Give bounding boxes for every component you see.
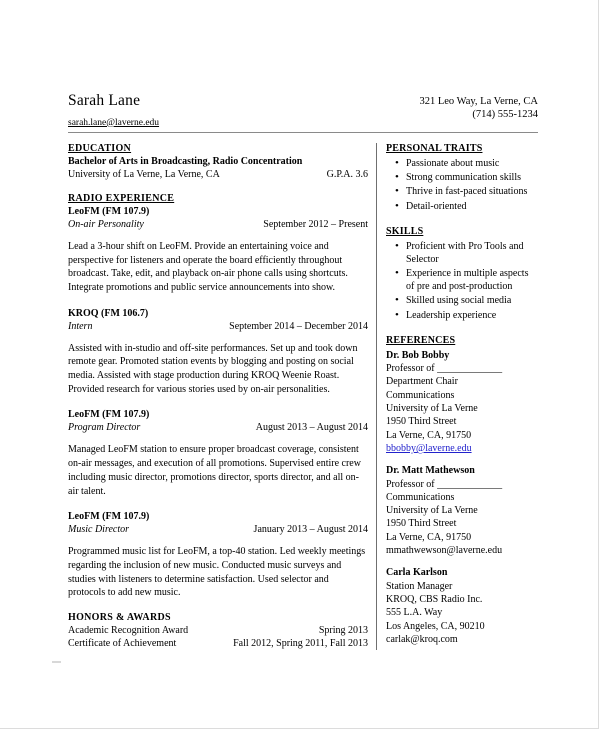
reference-detail: KROQ, CBS Radio Inc. bbox=[386, 593, 483, 605]
section-personal-traits bbox=[386, 143, 538, 213]
section-honors-awards bbox=[68, 612, 368, 650]
experience-item bbox=[68, 408, 368, 498]
job-title: Music Director bbox=[68, 524, 130, 536]
job-title-row bbox=[68, 320, 368, 333]
references-heading: REFERENCES bbox=[386, 334, 456, 346]
skills-list bbox=[386, 240, 538, 322]
list-item: • Skilled using social media bbox=[406, 294, 538, 307]
list-item: • Passionate about music bbox=[406, 157, 538, 170]
section-radio-experience bbox=[68, 193, 368, 600]
resume-header bbox=[68, 92, 538, 133]
job-employer: LeoFM (FM 107.9) bbox=[68, 409, 150, 421]
education-heading: EDUCATION bbox=[68, 142, 132, 154]
header-contact bbox=[419, 92, 538, 121]
award-date: Spring 2013 bbox=[318, 624, 368, 636]
reference-detail: Communications bbox=[386, 491, 455, 503]
candidate-address: 321 Leo Way, La Verne, CA bbox=[419, 96, 538, 107]
reference-detail: La Verne, CA, 91750 bbox=[386, 531, 472, 543]
list-item: • Proficient with Pro Tools and Selector bbox=[406, 240, 538, 266]
job-description: Lead a 3-hour shift on LeoFM. Provide an entertaining voice and perspective for listeners and operate the board efficiently throughout broadcast. Take, edit, and playback on-air phone calls using shortcuts. Integrate promotions and public service announcements into show. bbox=[68, 240, 348, 294]
award-row bbox=[68, 637, 368, 650]
candidate-phone: (714) 555-1234 bbox=[472, 109, 538, 121]
spacer bbox=[386, 455, 538, 464]
reference-detail: Station Manager bbox=[386, 580, 453, 592]
list-item: • Thrive in fast-paced situations bbox=[406, 185, 538, 198]
reference-name: Carla Karlson bbox=[386, 567, 448, 579]
list-item: • Experience in multiple aspects of pre and post-production bbox=[406, 267, 538, 293]
job-dates: August 2013 – August 2014 bbox=[255, 422, 368, 434]
reference-name: Dr. Matt Mathewson bbox=[386, 465, 475, 477]
job-title-row bbox=[68, 218, 368, 231]
experience-item bbox=[68, 307, 368, 397]
candidate-email-link[interactable]: sarah.lane@laverne.edu bbox=[68, 117, 160, 128]
job-title: Intern bbox=[68, 320, 93, 332]
header-identity bbox=[68, 92, 159, 130]
list-item: • Strong communication skills bbox=[406, 171, 538, 184]
reference-detail: 555 L.A. Way bbox=[386, 607, 443, 619]
left-column bbox=[68, 143, 368, 650]
section-references bbox=[386, 335, 538, 646]
reference-email: mmathwewson@laverne.edu bbox=[386, 545, 503, 557]
award-row bbox=[68, 624, 368, 637]
reference-detail: Professor of _____________ bbox=[386, 363, 503, 375]
job-employer: KROQ (FM 106.7) bbox=[68, 307, 149, 319]
personal-traits-list bbox=[386, 157, 538, 213]
reference-detail: Professor of _____________ bbox=[386, 478, 503, 490]
reference-entry bbox=[386, 464, 538, 557]
job-title-row bbox=[68, 523, 368, 536]
reference-entry bbox=[386, 566, 538, 646]
job-description: Managed LeoFM station to ensure proper broadcast coverage, consistent on-air messages, and execution of all promotions. Supervised entire crew including music director, promotions director, sports director, and all on-air talent. bbox=[68, 444, 361, 497]
education-degree: Bachelor of Arts in Broadcasting, Radio Concentration bbox=[68, 155, 303, 167]
right-column bbox=[377, 143, 538, 650]
job-dates: September 2014 – December 2014 bbox=[229, 320, 368, 332]
job-description: Assisted with in-studio and off-site performances. Set up and took down remote gear. Promoted station events by blogging and posting on social media. Assisted with stage production during KROQ Weenie Roast. Provided research for various stories used by on-air personalities. bbox=[68, 342, 358, 395]
resume-content bbox=[68, 92, 538, 650]
job-employer: LeoFM (FM 107.9) bbox=[68, 511, 150, 523]
reference-detail: Communications bbox=[386, 389, 455, 401]
reference-entry bbox=[386, 349, 538, 455]
reference-detail: Department Chair bbox=[386, 376, 458, 388]
section-education bbox=[68, 143, 368, 181]
list-item: • Leadership experience bbox=[406, 309, 538, 322]
spacer bbox=[386, 557, 538, 566]
reference-detail: La Verne, CA, 91750 bbox=[386, 429, 472, 441]
job-dates: September 2012 – Present bbox=[263, 218, 368, 230]
experience-item bbox=[68, 510, 368, 600]
resume-columns bbox=[68, 143, 538, 650]
personal-traits-heading: PERSONAL TRAITS bbox=[386, 142, 483, 154]
reference-email-link[interactable]: bbobby@laverne.edu bbox=[386, 442, 472, 454]
reference-name: Dr. Bob Bobby bbox=[386, 349, 450, 361]
job-description: Programmed music list for LeoFM, a top-40 station. Led weekly meetings regarding the inclusion of new music. Conducted music surveys and studies with listeners to determine satisfaction. Used selector and protocols to add new music. bbox=[68, 546, 366, 599]
job-dates: January 2013 – August 2014 bbox=[253, 524, 368, 536]
education-school-row bbox=[68, 168, 368, 181]
scan-artifact bbox=[52, 661, 61, 663]
reference-detail: 1950 Third Street bbox=[386, 518, 457, 530]
job-employer: LeoFM (FM 107.9) bbox=[68, 205, 150, 217]
reference-detail: Los Angeles, CA, 90210 bbox=[386, 620, 485, 632]
award-name: Academic Recognition Award bbox=[68, 624, 189, 636]
honors-awards-heading: HONORS & AWARDS bbox=[68, 611, 171, 623]
list-item: • Detail-oriented bbox=[406, 200, 538, 213]
reference-email: carlak@kroq.com bbox=[386, 633, 458, 645]
education-gpa: G.P.A. 3.6 bbox=[326, 168, 368, 180]
reference-detail: University of La Verne bbox=[386, 505, 478, 517]
award-name: Certificate of Achievement bbox=[68, 637, 177, 649]
award-date: Fall 2012, Spring 2011, Fall 2013 bbox=[233, 637, 368, 649]
education-school: University of La Verne, La Verne, CA bbox=[68, 168, 220, 180]
job-title: On-air Personality bbox=[68, 218, 144, 230]
skills-heading: SKILLS bbox=[386, 225, 424, 237]
experience-item bbox=[68, 205, 368, 295]
reference-detail: 1950 Third Street bbox=[386, 416, 457, 428]
candidate-name: Sarah Lane bbox=[68, 92, 141, 109]
section-skills bbox=[386, 226, 538, 322]
job-title-row bbox=[68, 421, 368, 434]
reference-detail: University of La Verne bbox=[386, 403, 478, 415]
job-title: Program Director bbox=[68, 422, 141, 434]
radio-experience-heading: RADIO EXPERIENCE bbox=[68, 192, 175, 204]
